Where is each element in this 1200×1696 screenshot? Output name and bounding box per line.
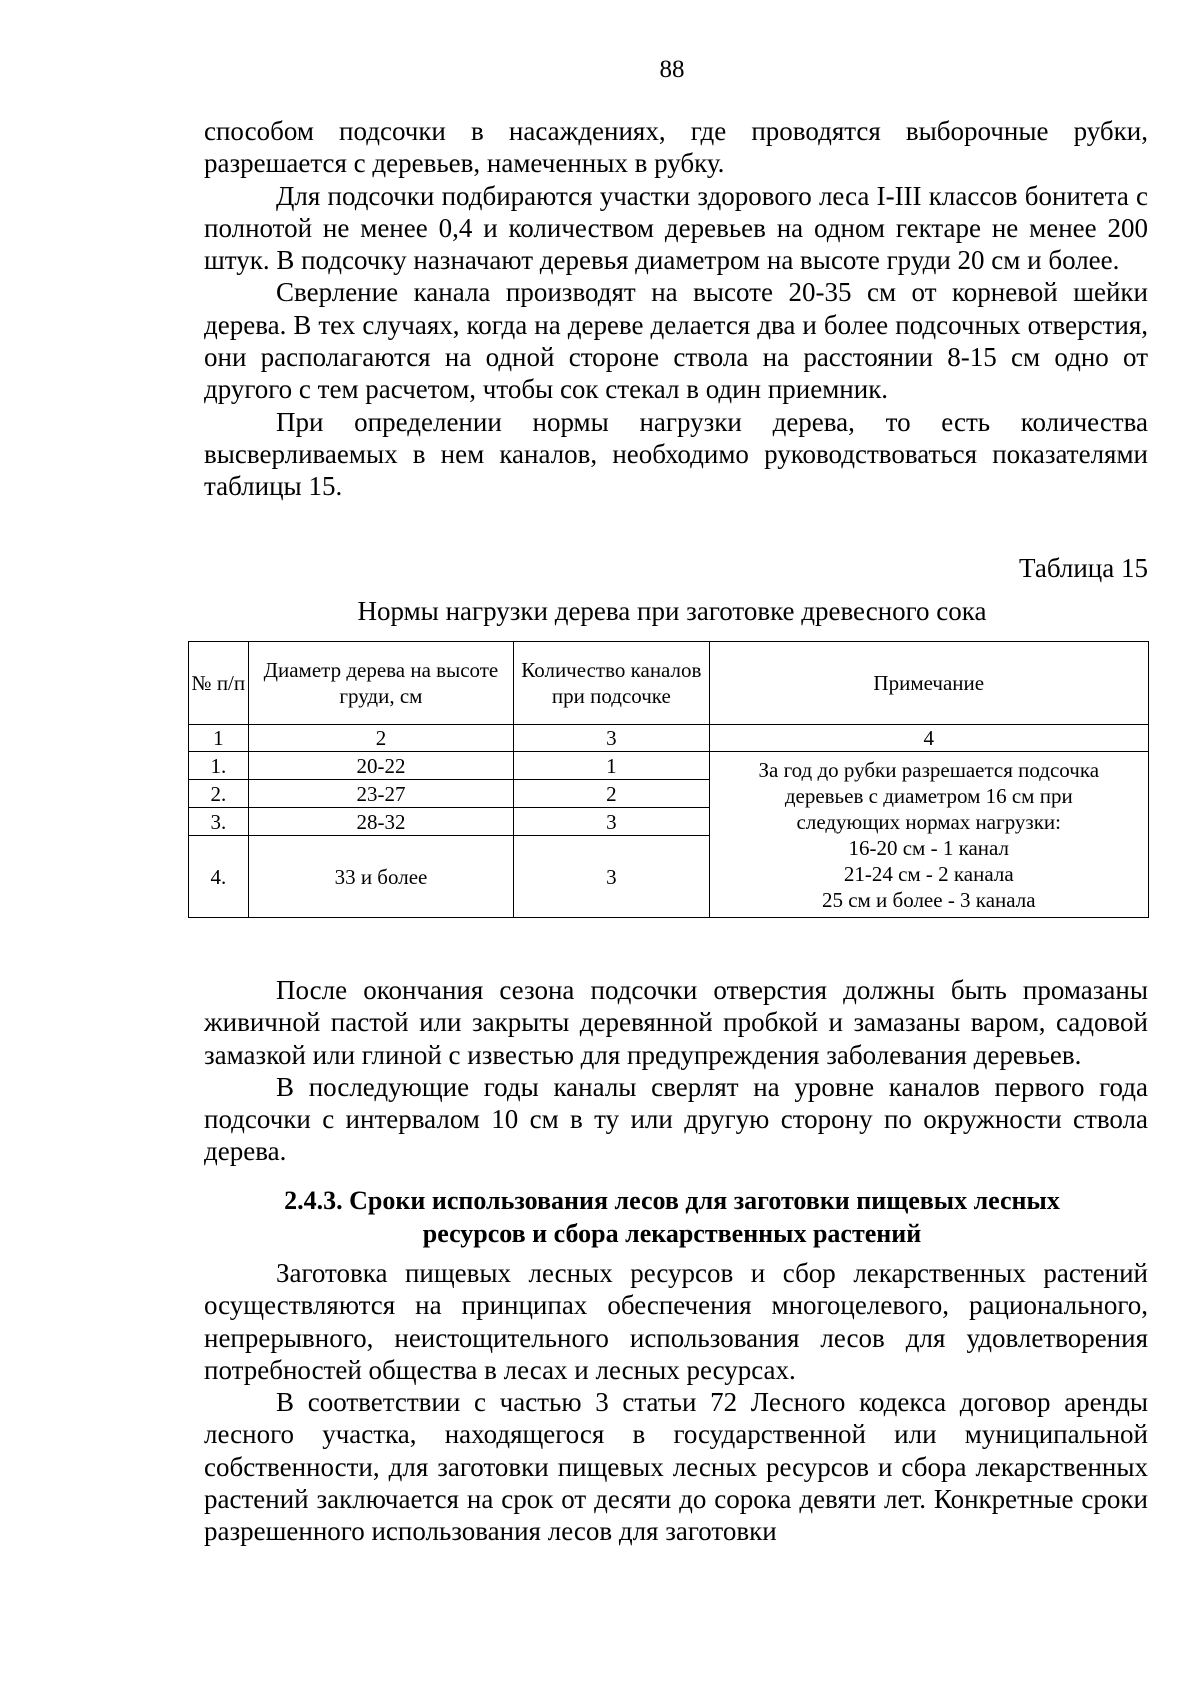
table-row bbox=[189, 752, 1149, 780]
paragraph: Заготовка пищевых лесных ресурсов и сбор лекарственных растений осуществляются на принципах обеспечения многоцелевого, рационального, непрерывного, неистощительного использования лесов для удовлетворения потребностей общества в лесах и лесных ресурсах. bbox=[204, 1258, 1148, 1385]
table-cell: 2. bbox=[189, 780, 249, 808]
table-cell: 28-32 bbox=[248, 808, 514, 836]
note-line: 16-20 см - 1 канал bbox=[848, 835, 1010, 860]
column-number-cell: 2 bbox=[248, 725, 514, 752]
table-header-row bbox=[189, 642, 1149, 725]
header-cell: Количество каналов при подсочке bbox=[514, 642, 709, 725]
column-number-cell: 1 bbox=[189, 725, 249, 752]
header-cell: Диаметр дерева на высоте груди, см bbox=[248, 642, 514, 725]
table-cell: 23-27 bbox=[248, 780, 514, 808]
paragraph: способом подсочки в насаждениях, где проводятся выборочные рубки, разрешается с деревьев, намеченных в рубку. bbox=[204, 116, 1148, 179]
table-cell: 3 bbox=[514, 808, 709, 836]
note-line: следующих нормах нагрузки: bbox=[796, 809, 1061, 834]
body-text-top bbox=[204, 115, 1148, 503]
table-cell: 4. bbox=[189, 836, 249, 918]
header-cell: № п/п bbox=[189, 642, 249, 725]
column-number-row bbox=[189, 725, 1149, 752]
note-line: деревьев с диаметром 16 см при bbox=[784, 783, 1073, 808]
page-number: 88 bbox=[659, 56, 685, 83]
section-heading-line: ресурсов и сбора лекарственных растений bbox=[422, 1219, 922, 1248]
table-cell: 33 и более bbox=[248, 836, 514, 918]
paragraph: При определении нормы нагрузки дерева, то есть количества высверливаемых в нем каналов, необходимо руководствоваться показателями таблицы 15. bbox=[204, 406, 1148, 502]
paragraph: После окончания сезона подсочки отверстия должны быть промазаны живичной пастой или закрыты деревянной пробкой и замазаны варом, садовой замазкой или глиной с известью для предупреждения заболевания деревьев. bbox=[204, 975, 1148, 1070]
table-cell: 3 bbox=[514, 836, 709, 918]
paragraph: В последующие годы каналы сверлят на уровне каналов первого года подсочки с интервалом 10 см в ту или другую сторону по окружности ствола дерева. bbox=[204, 1071, 1148, 1167]
note-cell bbox=[709, 752, 1148, 918]
note-line: 21-24 см - 2 канала bbox=[843, 861, 1014, 886]
header-cell: Примечание bbox=[709, 642, 1148, 725]
table-cell: 1 bbox=[514, 752, 709, 780]
paragraph: В соответствии с частью 3 статьи 72 Лесного кодекса договор аренды лесного участка, находящегося в государственной или муниципальной собственности, для заготовки пищевых лесных ресурсов и сбора лекарственных растений заключается на срок от десяти до сорока девяти лет. Конкретные сроки разрешенного использования лесов для заготовки bbox=[204, 1387, 1148, 1547]
body-text-middle bbox=[204, 974, 1148, 1168]
table-caption: Таблица 15 bbox=[1019, 553, 1148, 583]
note-line: За год до рубки разрешается подсочка bbox=[758, 757, 1100, 782]
table-cell: 20-22 bbox=[248, 752, 514, 780]
body-text-bottom bbox=[204, 1257, 1148, 1548]
column-number-cell: 4 bbox=[709, 725, 1148, 752]
table-cell: 1. bbox=[189, 752, 249, 780]
table-title: Нормы нагрузки дерева при заготовке древесного сока bbox=[357, 596, 987, 626]
paragraph: Для подсочки подбираются участки здорового леса I-III классов бонитета с полнотой не менее 0,4 и количеством деревьев на одном гектаре не менее 200 штук. В подсочку назначают деревья диаметром на высоте груди 20 см и более. bbox=[204, 180, 1148, 276]
column-number-cell: 3 bbox=[514, 725, 709, 752]
table-cell: 3. bbox=[189, 808, 249, 836]
paragraph: Сверление канала производят на высоте 20-35 см от корневой шейки дерева. В тех случаях, когда на дереве делается два и более подсочных отверстия, они располагаются на одной стороне ствола на расстоянии 8-15 см одно от другого с тем расчетом, чтобы сок стекал в один приемник. bbox=[204, 277, 1148, 405]
table-cell: 2 bbox=[514, 780, 709, 808]
note-line: 25 см и более - 3 канала bbox=[821, 887, 1036, 912]
section-heading bbox=[0, 1184, 1200, 1250]
load-norms-table bbox=[188, 641, 1149, 918]
section-heading-line: 2.4.3. Сроки использования лесов для заготовки пищевых лесных bbox=[284, 1186, 1060, 1215]
